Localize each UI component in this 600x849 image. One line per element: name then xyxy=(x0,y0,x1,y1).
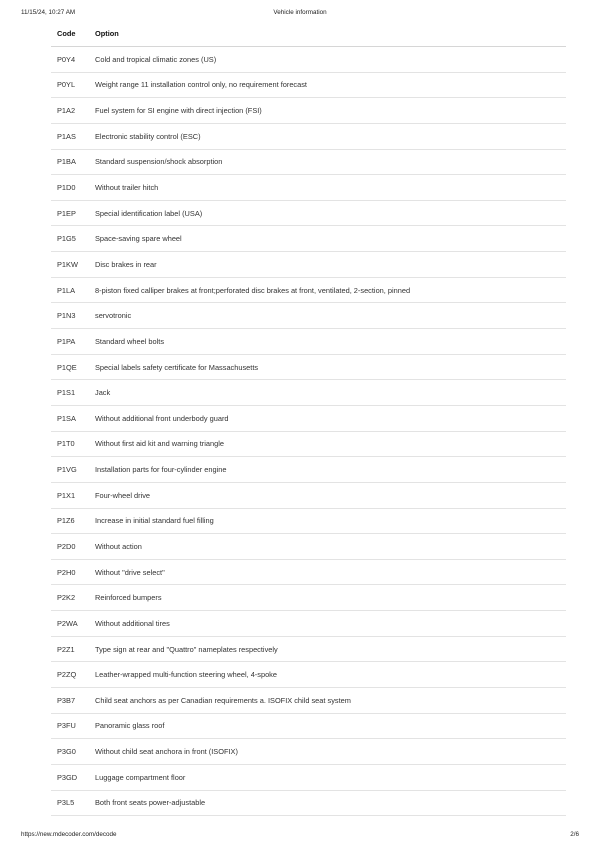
option-code: P2H0 xyxy=(51,559,89,585)
option-description: Standard suspension/shock absorption xyxy=(89,149,566,175)
print-footer xyxy=(21,831,579,841)
table-row xyxy=(51,123,566,149)
option-description: Reinforced bumpers xyxy=(89,585,566,611)
table-row xyxy=(51,764,566,790)
table-row xyxy=(51,739,566,765)
option-description: Without child seat anchora in front (ISOFIX) xyxy=(89,739,566,765)
option-description: Space-saving spare wheel xyxy=(89,226,566,252)
table-row xyxy=(51,405,566,431)
option-description: Panoramic glass roof xyxy=(89,713,566,739)
table-row xyxy=(51,713,566,739)
option-description: Disc brakes in rear xyxy=(89,252,566,278)
option-code: P1X1 xyxy=(51,482,89,508)
option-description: Weight range 11 installation control only, no requirement forecast xyxy=(89,72,566,98)
page-number: 2/6 xyxy=(570,831,579,838)
table-row xyxy=(51,431,566,457)
option-code: P2WA xyxy=(51,611,89,637)
option-code: P1PA xyxy=(51,329,89,355)
option-code: P1EP xyxy=(51,200,89,226)
option-description: Type sign at rear and "Quattro" nameplates respectively xyxy=(89,636,566,662)
table-row xyxy=(51,47,566,73)
option-code: P1D0 xyxy=(51,175,89,201)
option-code: P1BA xyxy=(51,149,89,175)
option-description: Four-wheel drive xyxy=(89,482,566,508)
option-description: Without first aid kit and warning triangle xyxy=(89,431,566,457)
option-code: P3FU xyxy=(51,713,89,739)
table-row xyxy=(51,149,566,175)
option-description: Without trailer hitch xyxy=(89,175,566,201)
option-description: Without "drive select" xyxy=(89,559,566,585)
table-row xyxy=(51,175,566,201)
option-description: Standard wheel bolts xyxy=(89,329,566,355)
table-row xyxy=(51,790,566,816)
table-row xyxy=(51,200,566,226)
table-row xyxy=(51,688,566,714)
option-code: P1QE xyxy=(51,354,89,380)
table-header-row xyxy=(51,20,566,47)
option-code: P1N3 xyxy=(51,303,89,329)
table-row xyxy=(51,252,566,278)
option-description: Installation parts for four-cylinder engine xyxy=(89,457,566,483)
page-url: https://new.mdecoder.com/decode xyxy=(21,831,117,838)
table-row xyxy=(51,303,566,329)
column-header-code: Code xyxy=(51,20,89,47)
option-code: P3GD xyxy=(51,764,89,790)
option-code: P3G0 xyxy=(51,739,89,765)
page-title: Vehicle information xyxy=(273,9,327,16)
option-code: P1G5 xyxy=(51,226,89,252)
option-description: Leather-wrapped multi-function steering wheel, 4-spoke xyxy=(89,662,566,688)
option-code: P0Y4 xyxy=(51,47,89,73)
option-description: Both front seats power-adjustable xyxy=(89,790,566,816)
table-row xyxy=(51,329,566,355)
table-row xyxy=(51,559,566,585)
table-row xyxy=(51,98,566,124)
table-row xyxy=(51,662,566,688)
option-description: Special identification label (USA) xyxy=(89,200,566,226)
option-description: Without additional front underbody guard xyxy=(89,405,566,431)
option-description: Child seat anchors as per Canadian requirements a. ISOFIX child seat system xyxy=(89,688,566,714)
option-description: Without additional tires xyxy=(89,611,566,637)
column-header-option: Option xyxy=(89,20,566,47)
table-row xyxy=(51,277,566,303)
option-code: P1Z6 xyxy=(51,508,89,534)
option-code: P3L5 xyxy=(51,790,89,816)
option-description: Fuel system for SI engine with direct injection (FSI) xyxy=(89,98,566,124)
table-row xyxy=(51,636,566,662)
table-row xyxy=(51,380,566,406)
option-description: Increase in initial standard fuel filling xyxy=(89,508,566,534)
vehicle-options-table xyxy=(51,20,566,816)
option-code: P1LA xyxy=(51,277,89,303)
option-code: P2Z1 xyxy=(51,636,89,662)
table-row xyxy=(51,457,566,483)
option-code: P3B7 xyxy=(51,688,89,714)
option-code: P1AS xyxy=(51,123,89,149)
option-code: P2K2 xyxy=(51,585,89,611)
table-row xyxy=(51,611,566,637)
option-description: Special labels safety certificate for Massachusetts xyxy=(89,354,566,380)
print-datetime: 11/15/24, 10:27 AM xyxy=(21,9,76,16)
option-description: Jack xyxy=(89,380,566,406)
option-code: P2ZQ xyxy=(51,662,89,688)
option-description: Cold and tropical climatic zones (US) xyxy=(89,47,566,73)
option-code: P1SA xyxy=(51,405,89,431)
table-row xyxy=(51,354,566,380)
option-description: Without action xyxy=(89,534,566,560)
table-row xyxy=(51,72,566,98)
option-description: Electronic stability control (ESC) xyxy=(89,123,566,149)
table-row xyxy=(51,482,566,508)
table-row xyxy=(51,585,566,611)
option-description: 8-piston fixed calliper brakes at front;perforated disc brakes at front, ventilated, 2-section, pinned xyxy=(89,277,566,303)
table-row xyxy=(51,226,566,252)
table-row xyxy=(51,534,566,560)
option-code: P0YL xyxy=(51,72,89,98)
option-code: P1A2 xyxy=(51,98,89,124)
option-code: P1KW xyxy=(51,252,89,278)
option-code: P1T0 xyxy=(51,431,89,457)
option-code: P2D0 xyxy=(51,534,89,560)
option-description: Luggage compartment floor xyxy=(89,764,566,790)
table-row xyxy=(51,508,566,534)
option-code: P1S1 xyxy=(51,380,89,406)
option-description: servotronic xyxy=(89,303,566,329)
option-code: P1VG xyxy=(51,457,89,483)
